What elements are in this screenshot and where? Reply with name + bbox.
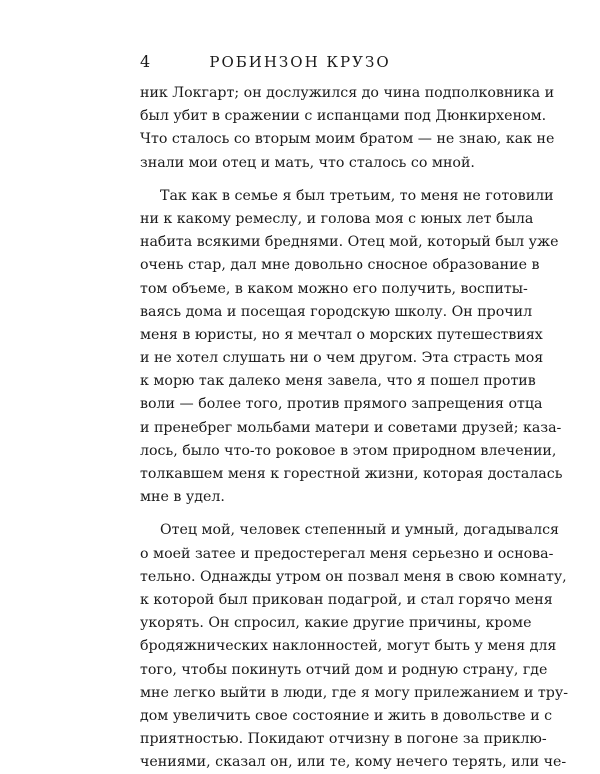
text-line: укорять. Он спросил, какие другие причины, кроме: [140, 615, 532, 632]
paragraph-gap: [140, 175, 460, 185]
page-number: 4: [140, 52, 151, 71]
text-line: ник Локгарт; он дослужился до чина подполковника и: [140, 85, 555, 101]
text-line: был убит в сражении с испанцами под Дюнкирхеном.: [140, 108, 547, 125]
text-line: меня в юристы, но я мечтал о морских путешествиях: [140, 326, 543, 343]
text-line: к которой был прикован подагрой, и стал горячо меня: [140, 591, 553, 608]
text-line: приятностью. Покидают отчизну в погоне за приклю-: [140, 731, 547, 748]
text-line: знали мои отец и мать, что сталось со мной.: [140, 154, 475, 171]
text-line: толкавшем меня к горестной жизни, которая досталась: [140, 466, 563, 482]
paragraph-gap: [140, 509, 460, 519]
book-title: РОБИНЗОН КРУЗО: [209, 53, 391, 71]
text-line: бродяжнических наклонностей, могут быть у меня для: [140, 638, 557, 655]
text-line: Так как в семье я был третьим, то меня не готовили: [160, 187, 554, 204]
paragraph: [140, 519, 568, 774]
text-line: мне легко выйти в люди, где я могу прилежанием и тру-: [140, 684, 568, 701]
text-line: ваясь дома и посещая городскую школу. Он прочил: [140, 303, 533, 320]
text-line: того, чтобы покинуть отчий дом и родную страну, где: [140, 661, 548, 678]
text-line: Отец мой, человек степенный и умный, догадывался: [160, 522, 559, 539]
running-head: [140, 52, 460, 76]
text-line: и не хотел слушать ни о чем другом. Эта страсть моя: [140, 350, 544, 367]
text-line: воли — более того, против прямого запрещения отца: [140, 396, 543, 413]
text-line: тельно. Однажды утром он позвал меня в свою комнату,: [140, 568, 567, 585]
paragraph: [140, 185, 563, 510]
text-line: том объеме, в каком можно его получить, воспиты-: [140, 280, 528, 297]
text-line: Что сталось со вторым моим братом — не знаю, как не: [140, 131, 555, 148]
text-line: очень стар, дал мне довольно сносное образование в: [140, 257, 540, 274]
text-line: чениями, сказал он, или те, кому нечего терять, или че-: [140, 754, 567, 771]
text-line: о моей затее и предостерегал меня серьезно и основа-: [140, 545, 554, 562]
text-line: мне в удел.: [140, 489, 225, 506]
text-line: лось, было что-то роковое в этом природном влечении,: [140, 442, 557, 459]
text-line: дом увеличить свое состояние и жить в довольстве и с: [140, 707, 553, 724]
body-text: [140, 82, 568, 774]
paragraph: [140, 82, 555, 175]
text-line: к морю так далеко меня завела, что я пошел против: [140, 373, 536, 390]
text-line: и пренебрег мольбами матери и советами друзей; каза-: [140, 419, 562, 436]
text-line: набита всякими бреднями. Отец мой, который был уже: [140, 234, 559, 251]
text-line: ни к какому ремеслу, и голова моя с юных лет была: [140, 210, 534, 227]
